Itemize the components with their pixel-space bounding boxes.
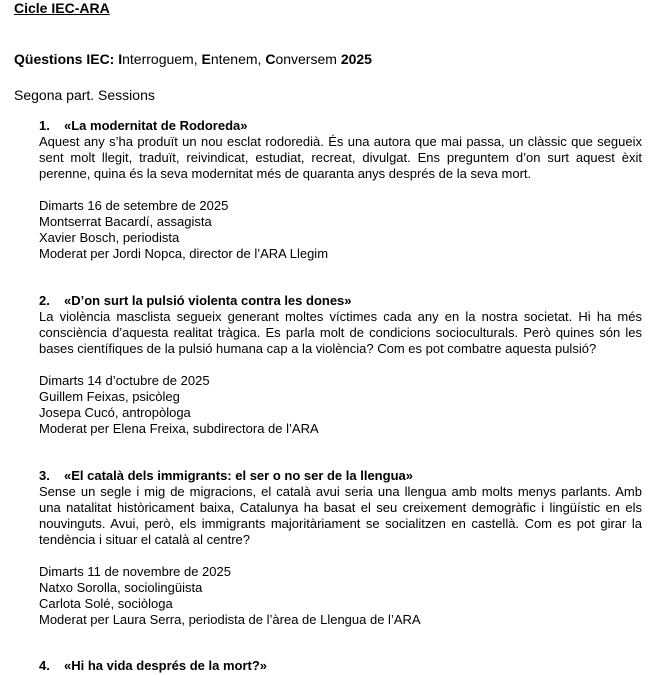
subtitle-initial-c: C (265, 51, 276, 67)
session-title-text: «Hi ha vida després de la mort?» (64, 658, 268, 673)
session-date: Dimarts 14 d’octubre de 2025 (39, 373, 210, 388)
session-speaker: Guillem Feixas, psicòleg (39, 389, 180, 404)
session-speaker: Montserrat Bacardí, assagista (39, 214, 212, 229)
subtitle-word-conversem: onversem (275, 51, 341, 67)
session-title (39, 293, 642, 309)
session-number: 3. (39, 468, 50, 483)
session-2 (39, 293, 642, 437)
session-title-text: «El català dels immigrants: el ser o no ser de la llengua» (64, 468, 413, 483)
session-speaker: Xavier Bosch, periodista (39, 230, 180, 245)
series-subtitle (14, 51, 372, 68)
session-number: 2. (39, 293, 50, 308)
session-moderator: Moderat per Jordi Nopca, director de l’ARA Llegim (39, 246, 329, 261)
session-moderator: Moderat per Laura Serra, periodista de l’àrea de Llengua de l’ARA (39, 612, 421, 627)
subtitle-word-interroguem: nterroguem, (122, 51, 202, 67)
part-heading: Segona part. Sessions (14, 87, 155, 103)
session-speaker: Josepa Cucó, antropòloga (39, 405, 191, 420)
session-speaker: Natxo Sorolla, sociolingüista (39, 580, 203, 595)
session-info (39, 198, 642, 262)
subtitle-initial-e: E (201, 51, 211, 67)
session-number: 1. (39, 118, 50, 133)
session-3 (39, 468, 642, 628)
session-moderator: Moderat per Elena Freixa, subdirectora de l’ARA (39, 421, 319, 436)
session-info (39, 564, 642, 628)
session-4 (39, 658, 642, 674)
session-1 (39, 118, 642, 262)
session-title (39, 468, 642, 484)
session-date: Dimarts 16 de setembre de 2025 (39, 198, 229, 213)
session-speaker: Carlota Solé, sociòloga (39, 596, 173, 611)
session-title (39, 658, 642, 674)
document-title: Cicle IEC-ARA (14, 0, 110, 16)
session-description: Aquest any s’ha produït un nou esclat rodoredià. És una autora que mai passa, un clàssic que segueix sent molt llegit, traduït, reivindicat, estudiat, recreat, divulgat. Ens preguntem d’on surt aquest èxit perenne, quina és la seva modernitat més de quaranta anys després de la seva mort. (39, 134, 642, 181)
session-info (39, 373, 642, 437)
subtitle-word-entenem: ntenem, (210, 51, 266, 67)
session-title-text: «La modernitat de Rodoreda» (64, 118, 248, 133)
subtitle-year: 2025 (340, 51, 372, 67)
subtitle-initial-i: I (118, 51, 123, 67)
session-description: Sense un segle i mig de migracions, el català avui seria una llengua amb molts menys parlants. Amb una natalitat històricament baixa, Catalunya ha basat el seu creixement demogràfic i lingüístic en els nouvinguts. Avui, però, els immigrants majoritàriament se socialitzen en castellà. Com es pot girar la tendència i situar el català al centre? (39, 484, 642, 547)
session-title (39, 118, 642, 134)
session-number: 4. (39, 658, 50, 673)
session-title-text: «D’on surt la pulsió violenta contra les dones» (64, 293, 352, 308)
subtitle-prefix: Qüestions IEC: (14, 51, 119, 67)
session-date: Dimarts 11 de novembre de 2025 (39, 564, 231, 579)
session-description: La violència masclista segueix generant moltes víctimes cada any en la nostra societat. Hi ha més consciència d’aquesta realitat tràgica. Es parla molt de condicions socioculturals. Però quines són les bases científiques de la pulsió humana cap a la violència? Com es pot combatre aquesta pulsió? (39, 309, 642, 356)
